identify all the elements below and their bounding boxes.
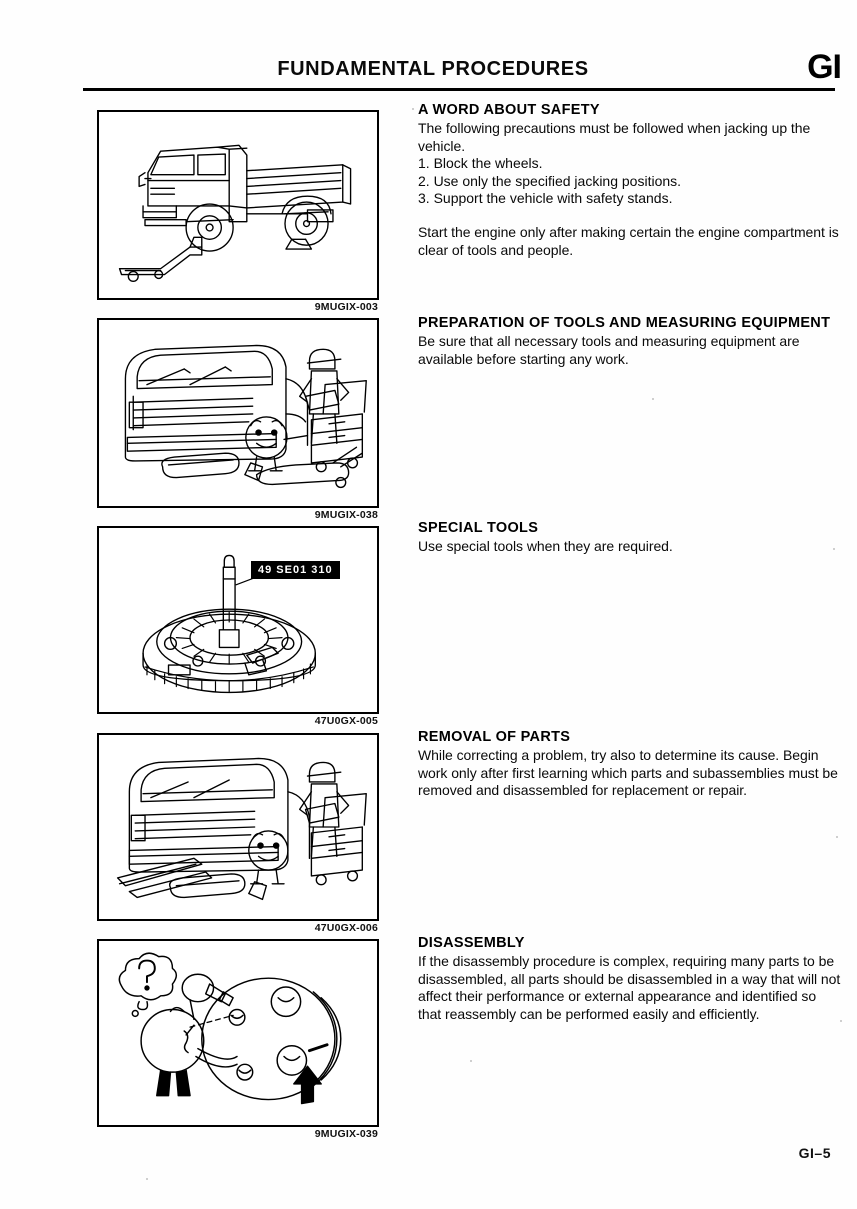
figure-frame — [97, 526, 379, 714]
figure-caption: 9MUGIX-039 — [314, 1128, 378, 1140]
figure-caption: 9MUGIX-038 — [314, 509, 378, 521]
scan-speck — [146, 1178, 148, 1180]
section-heading: PREPARATION OF TOOLS AND MEASURING EQUIPMENT — [418, 315, 831, 331]
figure-disassembly — [97, 939, 379, 1140]
figure-frame — [97, 318, 379, 508]
figure-frame — [97, 733, 379, 921]
figure-frame — [97, 939, 379, 1127]
scan-speck — [412, 108, 414, 110]
van-and-technician-illustration — [99, 320, 377, 506]
figure-jacking-truck — [97, 110, 379, 313]
list-item: 2. Use only the specified jacking positions. — [418, 172, 682, 189]
section-heading: A WORD ABOUT SAFETY — [418, 102, 600, 118]
section-code-badge: GI — [807, 48, 841, 86]
section-body-text: Use special tools when they are required. — [418, 538, 673, 554]
section-disassembly — [418, 935, 842, 1023]
section-heading: DISASSEMBLY — [418, 935, 525, 951]
header-divider — [83, 88, 835, 91]
section-removal-of-parts — [418, 729, 842, 800]
page-number: GI–5 — [798, 1145, 831, 1161]
safety-steps-list — [418, 155, 842, 208]
section-preparation-of-tools — [418, 315, 842, 368]
disassembly-cartoon-illustration — [99, 941, 377, 1125]
section-note-text: Start the engine only after making certain the engine compartment is clear of tools and people. — [418, 223, 839, 258]
section-heading: SPECIAL TOOLS — [418, 520, 539, 536]
clutch-assembly-illustration — [99, 528, 377, 712]
page-title: FUNDAMENTAL PROCEDURES — [277, 58, 589, 80]
section-body-text: If the disassembly procedure is complex, requiring many parts to be disassembled, all parts should be disassembled in a way that will not affect their performance or external appearance and identified so that reassembly can be performed easily and efficiently. — [418, 953, 841, 1022]
section-special-tools — [418, 520, 842, 556]
figure-frame — [97, 110, 379, 300]
figure-caption: 9MUGIX-003 — [314, 301, 378, 313]
figure-special-tool — [97, 526, 379, 727]
special-tool-number-label: 49 SE01 310 — [251, 561, 340, 579]
section-heading: REMOVAL OF PARTS — [418, 729, 571, 745]
section-intro-text: The following precautions must be followed when jacking up the vehicle. — [418, 120, 811, 154]
figure-caption: 47U0GX-006 — [314, 922, 378, 934]
truck-illustration — [99, 112, 377, 298]
list-item: 1. Block the wheels. — [418, 155, 543, 172]
section-body-text: Be sure that all necessary tools and measuring equipment are available before starting any work. — [418, 333, 800, 367]
scan-speck — [836, 836, 838, 838]
figure-tool-preparation — [97, 318, 379, 521]
list-item: 3. Support the vehicle with safety stands. — [418, 190, 673, 207]
section-body-text: While correcting a problem, try also to determine its cause. Begin work only after first learning which parts and subassemblies must be removed and disassembled for replacement or repair. — [418, 747, 838, 799]
parts-removal-illustration — [99, 735, 377, 919]
section-a-word-about-safety — [418, 102, 842, 259]
scan-speck — [470, 1060, 472, 1062]
figure-caption: 47U0GX-005 — [314, 715, 378, 727]
scan-speck — [833, 548, 835, 550]
scan-speck — [652, 398, 654, 400]
scan-speck — [840, 1020, 842, 1022]
figure-removal-of-parts — [97, 733, 379, 934]
